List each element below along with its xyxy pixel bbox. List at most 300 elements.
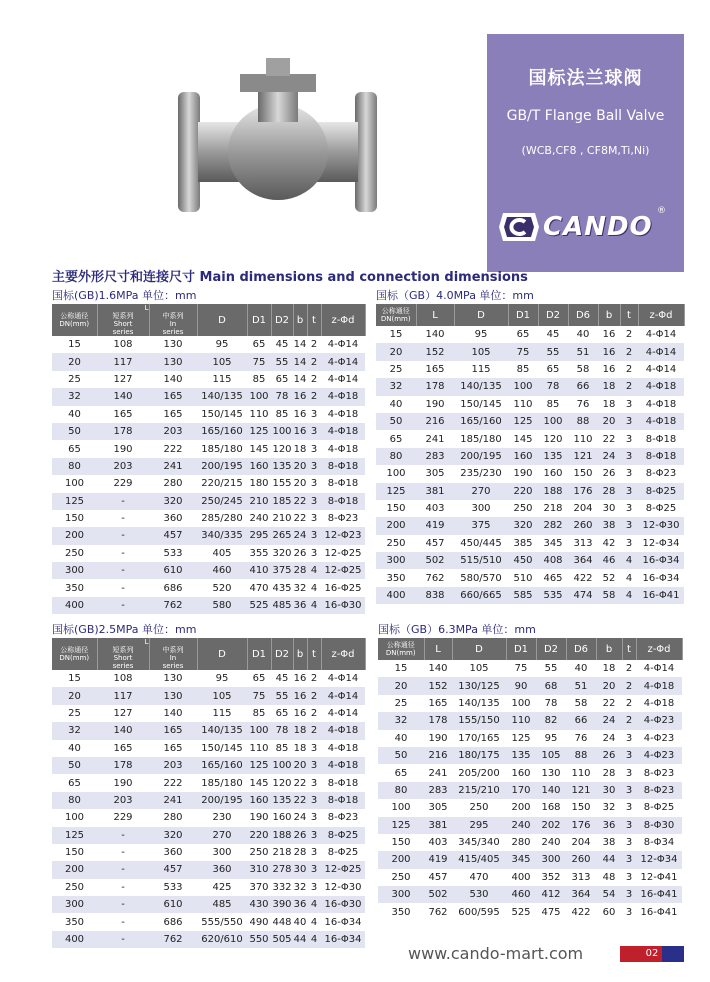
column-header: z-Φd: [638, 304, 684, 326]
table-cell: 4-Φ18: [638, 378, 684, 395]
table-cell: 16-Φ41: [638, 587, 684, 604]
table-cell: 435: [272, 582, 292, 594]
dimension-table: [378, 638, 683, 921]
table-cell: 14: [293, 353, 307, 370]
valve-photo: [170, 52, 385, 222]
table-cell: 20: [52, 353, 97, 370]
table-cell: 16: [293, 408, 307, 420]
table-cell: 100: [508, 378, 538, 395]
table-cell: 82: [536, 712, 566, 729]
table-cell: 150: [391, 837, 411, 849]
table-cell: 204: [571, 837, 591, 849]
table-cell: 68: [536, 677, 566, 694]
table-cell: 26: [602, 468, 616, 480]
table-cell: 145: [513, 433, 533, 445]
table-cell: 165: [163, 742, 183, 754]
column-header: D2: [271, 638, 293, 670]
table-cell: 165: [425, 363, 445, 375]
table-cell: 415/405: [452, 851, 506, 868]
column-header: L 短系列 Short series: [97, 638, 149, 670]
table-cell: 190: [425, 398, 445, 410]
table-row: [376, 396, 684, 413]
column-header: D: [197, 638, 247, 670]
table-cell: 120: [272, 443, 292, 455]
table-cell: 165/160: [197, 757, 247, 774]
table-cell: 178: [97, 423, 149, 440]
table-cell: 150/145: [460, 398, 502, 410]
table-cell: 32: [293, 582, 307, 594]
table-cell: 240: [541, 837, 561, 849]
table-cell: 3: [625, 468, 633, 480]
table-cell: 65: [275, 373, 289, 385]
table-cell: 408: [538, 552, 568, 569]
table-cell: 4-Φ18: [643, 697, 675, 709]
dimension-table: [376, 304, 685, 604]
brand-panel: [487, 34, 684, 272]
table-cell: 305: [425, 468, 445, 480]
table-cell: -: [97, 827, 149, 844]
table-cell: 85: [546, 398, 560, 410]
table-cell: 135: [271, 792, 293, 809]
table-cell: 320: [508, 517, 538, 534]
table-cell: 2: [622, 677, 636, 694]
table-cell: 105: [454, 343, 508, 360]
table-cell: 283: [424, 782, 452, 799]
table-cell: 150: [64, 847, 85, 859]
table-cell: 16-Φ34: [642, 572, 680, 584]
table-cell: 15: [68, 673, 81, 685]
table-cell: 15: [68, 339, 81, 351]
table-row: [376, 448, 684, 465]
table-cell: 8-Φ23: [643, 767, 675, 779]
table-cell: 3: [625, 398, 633, 410]
table-cell: 12-Φ41: [640, 871, 678, 883]
table-cell: 385: [513, 537, 533, 549]
table-cell: 45: [546, 329, 560, 341]
table-cell: 100: [271, 757, 293, 774]
table-cell: 18: [602, 663, 616, 675]
table-cell: 2: [625, 329, 633, 341]
column-header: D1: [247, 304, 271, 336]
table-cell: 108: [113, 673, 133, 685]
table-cell: 80: [52, 792, 97, 809]
table-cell: 3: [310, 742, 318, 754]
dimension-table: [52, 304, 366, 614]
table-row: [376, 361, 684, 378]
table-cell: -: [97, 896, 149, 913]
table-row: [376, 517, 684, 534]
table-cell: 78: [538, 378, 568, 395]
table-cell: 313: [571, 871, 591, 883]
table-cell: 65: [252, 339, 266, 351]
table-cell: 130: [541, 767, 561, 779]
table-cell: 202: [536, 817, 566, 834]
table-cell: 450: [508, 552, 538, 569]
table-cell: 250: [64, 881, 85, 893]
table-cell: 100: [538, 413, 568, 430]
table-cell: 422: [573, 572, 593, 584]
table-row: [376, 500, 684, 517]
table-cell: 76: [576, 398, 590, 410]
table-row: [52, 879, 365, 896]
table-cell: 16: [293, 673, 307, 685]
table-cell: 210: [247, 493, 271, 510]
table-cell: 110: [571, 767, 591, 779]
table-row: [376, 552, 684, 569]
table-cell: 4: [307, 896, 321, 913]
table-cell: 4: [310, 582, 318, 594]
table-cell: -: [121, 916, 125, 928]
table-cell: 510: [513, 572, 533, 584]
table-cell: 419: [424, 851, 452, 868]
column-header: 公称通径 DN(mm): [378, 638, 424, 660]
table-cell: 22: [293, 777, 307, 789]
table-cell: 457: [149, 527, 197, 544]
table-cell: 140: [97, 388, 149, 405]
table-cell: 3: [307, 527, 321, 544]
table-cell: 360: [197, 861, 247, 878]
table-cell: 3: [620, 517, 638, 534]
table-cell: 4-Φ18: [636, 677, 682, 694]
table-cell: 350: [386, 572, 406, 584]
table-row: [52, 493, 365, 510]
table-cell: 178: [416, 378, 454, 395]
table-cell: 65: [394, 767, 408, 779]
table-cell: 66: [566, 712, 596, 729]
logo-text: CANDO: [543, 212, 653, 242]
table-cell: 125: [378, 817, 424, 834]
column-header: D: [454, 304, 508, 326]
table-cell: 105: [197, 687, 247, 704]
table-cell: 474: [568, 587, 598, 604]
table-row: [378, 799, 682, 816]
table-cell: 42: [602, 537, 616, 549]
table-cell: 8-Φ25: [643, 802, 675, 814]
table-row: [52, 336, 365, 353]
table-cell: 205/200: [458, 767, 500, 779]
table-cell: 610: [149, 562, 197, 579]
table-cell: 3: [625, 537, 633, 549]
table-cell: 185/180: [201, 777, 243, 789]
table-cell: 40: [394, 732, 408, 744]
table-cell: 3: [625, 906, 633, 918]
table-cell: 25: [68, 707, 81, 719]
table-cell: 3: [625, 503, 633, 515]
table-cell: 18: [293, 742, 307, 754]
table-cell: 400: [52, 597, 97, 614]
table-cell: 16: [293, 423, 307, 440]
table-cell: 165: [113, 742, 133, 754]
table-cell: 2: [310, 339, 318, 351]
table-cell: 457: [428, 871, 448, 883]
table-cell: 110: [249, 408, 269, 420]
table-cell: 4-Φ18: [638, 413, 684, 430]
table-cell: 4-Φ18: [645, 398, 677, 410]
table-cell: 222: [163, 777, 183, 789]
table-cell: 2: [307, 722, 321, 739]
table-cell: 260: [566, 851, 596, 868]
table-cell: 20: [376, 343, 416, 360]
table-cell: 762: [428, 906, 448, 918]
table-cell: 88: [566, 747, 596, 764]
table-cell: 100: [386, 468, 406, 480]
table-cell: 390: [271, 896, 293, 913]
table-cell: 178: [424, 712, 452, 729]
table-cell: 100: [511, 697, 531, 709]
table-cell: 127: [113, 373, 133, 385]
table-cell: 120: [272, 777, 292, 789]
table-cell: 360: [163, 847, 183, 859]
table-cell: 20: [378, 677, 424, 694]
table-cell: 65: [68, 777, 81, 789]
table-cell: 165: [113, 408, 133, 420]
table-cell: 3: [625, 802, 633, 814]
table-cell: 65: [389, 433, 403, 445]
table-cell: 300: [376, 552, 416, 569]
table-row: [52, 458, 365, 475]
table-cell: 140/135: [458, 697, 500, 709]
table-cell: 3: [620, 448, 638, 465]
table-cell: 4-Φ23: [636, 712, 682, 729]
table-cell: 25: [394, 697, 408, 709]
table-cell: 3: [310, 812, 318, 824]
table-row: [376, 483, 684, 500]
table-cell: 470: [249, 582, 269, 594]
table-cell: 190: [113, 443, 133, 455]
table-cell: 300: [52, 896, 97, 913]
table-cell: 165: [149, 388, 197, 405]
column-header: 公称通径 DN(mm): [52, 304, 97, 336]
column-header: L 短系列 Short series: [97, 304, 149, 336]
column-header: L: [416, 304, 454, 326]
table-row: [378, 903, 682, 920]
table-cell: 8-Φ23: [636, 782, 682, 799]
table-cell: 18: [602, 398, 616, 410]
table-cell: 12-Φ25: [324, 547, 362, 559]
table-cell: 120: [543, 433, 563, 445]
table-cell: 686: [163, 582, 183, 594]
product-materials: (WCB,CF8 , CF8M,Ti,Ni): [521, 144, 650, 157]
table-cell: 65: [516, 329, 530, 341]
table-cell: 332: [272, 881, 292, 893]
table-cell: 180/175: [452, 747, 506, 764]
table-cell: 210: [272, 513, 292, 525]
product-title-cn: 国标法兰球阀: [528, 68, 643, 89]
table-cell: 270: [454, 483, 508, 500]
table-row: [378, 782, 682, 799]
table-cell: 44: [596, 851, 622, 868]
table-cell: 4-Φ23: [643, 732, 675, 744]
table-cell: 130: [149, 353, 197, 370]
table-cell: 30: [602, 503, 616, 515]
table-cell: 20: [293, 478, 307, 490]
table-cell: -: [97, 562, 149, 579]
table-row: [52, 774, 365, 791]
table-row: [378, 764, 682, 781]
table-cell: -: [97, 597, 149, 614]
table-cell: 12-Φ30: [638, 517, 684, 534]
column-header: D1: [247, 638, 271, 670]
table-cell: 430: [247, 896, 271, 913]
table-cell: 250/245: [197, 493, 247, 510]
table-cell: 4-Φ14: [645, 329, 677, 341]
table-cell: 200: [378, 851, 424, 868]
column-header: D6: [568, 304, 598, 326]
table-cell: 8-Φ25: [321, 827, 365, 844]
table-cell: 300: [52, 562, 97, 579]
table-cell: 38: [598, 517, 620, 534]
table-cell: 216: [416, 413, 454, 430]
footer-url[interactable]: www.cando-mart.com: [408, 944, 584, 963]
table-cell: 3: [307, 493, 321, 510]
table-cell: 203: [149, 757, 197, 774]
table-cell: 490: [249, 916, 269, 928]
table-cell: 3: [307, 423, 321, 440]
table-cell: 110: [249, 742, 269, 754]
table-cell: 65: [68, 443, 81, 455]
table-cell: 16-Φ41: [636, 886, 682, 903]
table-cell: 457: [425, 537, 445, 549]
table-cell: 105: [197, 353, 247, 370]
table-cell: 190: [513, 468, 533, 480]
table-cell: 36: [293, 896, 307, 913]
table-cell: 95: [544, 732, 558, 744]
header-row: [378, 638, 682, 660]
table-cell: 8-Φ18: [638, 448, 684, 465]
table-cell: 18: [293, 722, 307, 739]
table-cell: 28: [293, 562, 307, 579]
table-cell: 51: [568, 343, 598, 360]
table-cell: 203: [149, 423, 197, 440]
table-cell: 121: [566, 782, 596, 799]
table-cell: 14: [293, 373, 307, 385]
table-cell: 200/195: [454, 448, 508, 465]
table-cell: 168: [541, 802, 561, 814]
table-cell: 88: [568, 413, 598, 430]
table-caption: 国标(GB)1.6MPa 单位：mm: [52, 289, 197, 302]
table-cell: 170/165: [458, 732, 500, 744]
table-cell: 16-Φ34: [324, 916, 362, 928]
table-cell: 14: [293, 339, 307, 351]
table-cell: 3: [310, 881, 318, 893]
column-header: 中系列 In series: [149, 304, 197, 336]
table-cell: 250: [64, 547, 85, 559]
table-cell: 4-Φ14: [638, 343, 684, 360]
table-cell: 22: [602, 697, 616, 709]
table-cell: 525: [511, 906, 531, 918]
table-cell: 220: [247, 827, 271, 844]
table-cell: 762: [149, 931, 197, 948]
table-cell: 40: [293, 916, 307, 928]
table-row: [52, 896, 365, 913]
table-cell: 350: [391, 906, 411, 918]
table-row: [378, 851, 682, 868]
table-cell: 85: [252, 373, 266, 385]
table-cell: 125: [52, 493, 97, 510]
table-cell: 125: [511, 732, 531, 744]
table-cell: 22: [293, 792, 307, 809]
table-cell: 12-Φ25: [321, 562, 365, 579]
table-cell: 170: [506, 782, 536, 799]
table-cell: 55: [538, 343, 568, 360]
table-cell: 3: [625, 767, 633, 779]
table-cell: 4: [620, 587, 638, 604]
table-cell: 66: [568, 378, 598, 395]
table-cell: 95: [474, 329, 488, 341]
table-cell: 355: [249, 547, 269, 559]
table-cell: 3: [307, 827, 321, 844]
table-cell: 50: [52, 757, 97, 774]
table-cell: 30: [596, 782, 622, 799]
table-cell: 50: [376, 413, 416, 430]
table-cell: 12-Φ34: [636, 851, 682, 868]
table-cell: 280: [163, 478, 183, 490]
table-cell: 2: [310, 707, 318, 719]
table-cell: 218: [543, 503, 563, 515]
table-cell: 54: [596, 886, 622, 903]
table-row: [378, 730, 682, 747]
table-cell: 450/445: [460, 537, 502, 549]
table-cell: 250: [391, 871, 411, 883]
table-cell: 250: [386, 537, 406, 549]
table-cell: 80: [378, 782, 424, 799]
table-cell: 502: [416, 552, 454, 569]
table-row: [52, 423, 365, 440]
table-cell: 140: [425, 329, 445, 341]
table-cell: 32: [378, 712, 424, 729]
table-cell: 85: [516, 363, 530, 375]
table-row: [378, 817, 682, 834]
table-cell: 16-Φ41: [640, 906, 678, 918]
table-cell: 4-Φ14: [645, 363, 677, 375]
table-cell: 3: [622, 851, 636, 868]
table-cell: 425: [212, 881, 232, 893]
cando-logo: [499, 204, 674, 250]
table-cell: 110: [506, 712, 536, 729]
table-cell: 20: [52, 687, 97, 704]
table-cell: 16: [602, 329, 616, 341]
table-cell: 24: [602, 732, 616, 744]
table-cell: 8-Φ23: [327, 812, 359, 824]
table-cell: 3: [307, 757, 321, 774]
column-header: b: [598, 304, 620, 326]
column-header: D2: [536, 638, 566, 660]
table-cell: 100: [271, 423, 293, 440]
table-cell: 12-Φ23: [321, 527, 365, 544]
table-cell: 403: [428, 837, 448, 849]
table-cell: 203: [97, 792, 149, 809]
table-cell: 152: [416, 343, 454, 360]
table-cell: 320: [149, 827, 197, 844]
table-cell: 203: [97, 458, 149, 475]
table-cell: 345/340: [458, 837, 500, 849]
table-cell: 145: [249, 777, 269, 789]
column-group-label: L: [144, 304, 149, 312]
table-cell: 8-Φ30: [636, 817, 682, 834]
table-cell: 115: [212, 707, 232, 719]
table-cell: 4: [625, 572, 633, 584]
table-cell: 3: [310, 443, 318, 455]
table-cell: 24: [293, 527, 307, 544]
table-cell: 50: [52, 423, 97, 440]
table-cell: 216: [424, 747, 452, 764]
table-cell: 45: [275, 339, 289, 351]
table-cell: 241: [149, 458, 197, 475]
table-row: [52, 687, 365, 704]
table-cell: 460: [506, 886, 536, 903]
table-cell: 370: [249, 881, 269, 893]
table-cell: 32: [602, 802, 616, 814]
